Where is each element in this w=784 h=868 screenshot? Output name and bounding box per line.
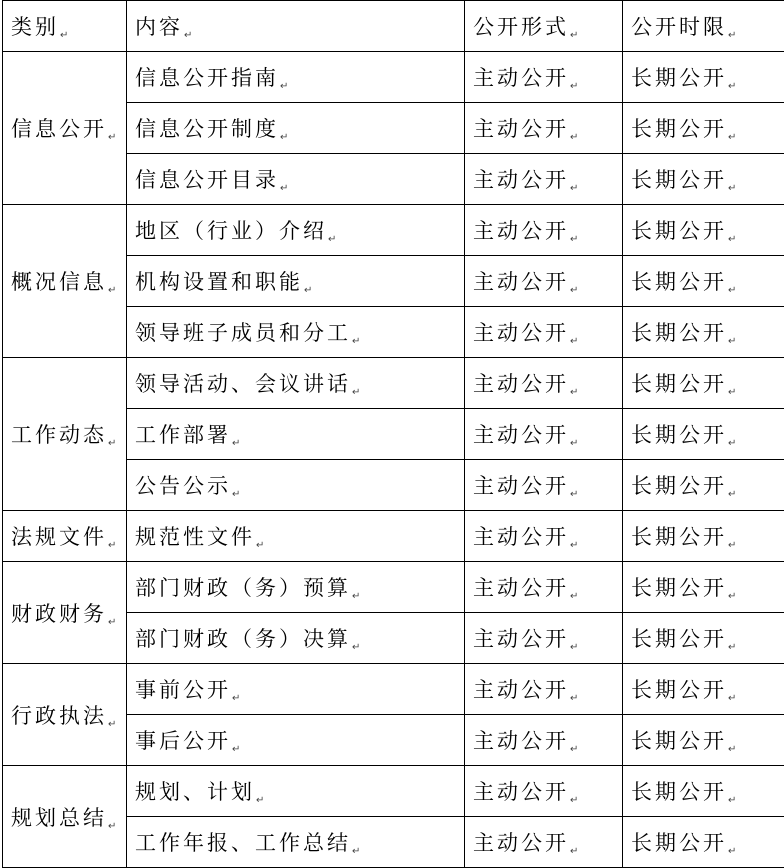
form-cell xyxy=(465,664,623,715)
paragraph-mark-icon: ↵ xyxy=(108,617,116,628)
paragraph-mark-icon: ↵ xyxy=(108,132,116,143)
paragraph-mark-icon: ↵ xyxy=(256,795,264,806)
paragraph-mark-icon: ↵ xyxy=(570,438,578,449)
paragraph-mark-icon: ↵ xyxy=(108,719,116,730)
paragraph-mark-icon: ↵ xyxy=(570,183,578,194)
form-cell xyxy=(465,613,623,664)
paragraph-mark-icon: ↵ xyxy=(108,821,116,832)
form-cell xyxy=(465,715,623,766)
period-cell-text: 长期公开 xyxy=(631,474,727,498)
paragraph-mark-icon: ↵ xyxy=(728,744,736,755)
form-cell-text: 主动公开 xyxy=(473,627,569,651)
content-cell-text: 机构设置和职能 xyxy=(135,270,303,294)
period-cell-text: 长期公开 xyxy=(631,423,727,447)
period-cell-text: 长期公开 xyxy=(631,117,727,141)
content-cell-text: 地区（行业）介绍 xyxy=(135,219,327,243)
category-cell xyxy=(3,358,127,511)
content-cell-text: 信息公开制度 xyxy=(135,117,279,141)
content-cell xyxy=(127,715,465,766)
category-cell xyxy=(3,766,127,868)
period-cell-text: 长期公开 xyxy=(631,831,727,855)
period-cell xyxy=(623,460,784,511)
header-content: 内容↵ xyxy=(127,1,465,52)
period-cell-text: 长期公开 xyxy=(631,729,727,753)
content-cell xyxy=(127,358,465,409)
period-cell xyxy=(623,256,784,307)
content-cell-text: 事后公开 xyxy=(135,729,231,753)
table-row xyxy=(3,664,784,715)
period-cell xyxy=(623,409,784,460)
form-cell-text: 主动公开 xyxy=(473,831,569,855)
paragraph-mark-icon: ↵ xyxy=(728,438,736,449)
form-cell-text: 主动公开 xyxy=(473,729,569,753)
paragraph-mark-icon: ↵ xyxy=(570,795,578,806)
paragraph-mark-icon: ↵ xyxy=(280,183,288,194)
period-cell-text: 长期公开 xyxy=(631,219,727,243)
paragraph-mark-icon: ↵ xyxy=(728,30,736,41)
period-cell xyxy=(623,664,784,715)
form-cell xyxy=(465,256,623,307)
paragraph-mark-icon: ↵ xyxy=(108,438,116,449)
paragraph-mark-icon: ↵ xyxy=(328,234,336,245)
paragraph-mark-icon: ↵ xyxy=(728,591,736,602)
content-cell-text: 信息公开指南 xyxy=(135,66,279,90)
content-cell-text: 工作年报、工作总结 xyxy=(135,831,351,855)
period-cell-text: 长期公开 xyxy=(631,678,727,702)
form-cell-text: 主动公开 xyxy=(473,66,569,90)
paragraph-mark-icon: ↵ xyxy=(570,387,578,398)
paragraph-mark-icon: ↵ xyxy=(232,489,240,500)
content-cell-text: 部门财政（务）决算 xyxy=(135,627,351,651)
content-cell-text: 部门财政（务）预算 xyxy=(135,576,351,600)
table-row xyxy=(3,52,784,103)
header-category: 类别↵ xyxy=(3,1,127,52)
content-cell-text: 公告公示 xyxy=(135,474,231,498)
table-header-row xyxy=(3,1,784,52)
category-cell xyxy=(3,52,127,205)
category-cell xyxy=(3,205,127,358)
category-cell-text: 信息公开 xyxy=(11,117,107,141)
form-cell xyxy=(465,307,623,358)
form-cell-text: 主动公开 xyxy=(473,474,569,498)
form-cell xyxy=(465,562,623,613)
paragraph-mark-icon: ↵ xyxy=(728,693,736,704)
header-period: 公开时限↵ xyxy=(623,1,784,52)
paragraph-mark-icon: ↵ xyxy=(570,744,578,755)
paragraph-mark-icon: ↵ xyxy=(728,336,736,347)
period-cell-text: 长期公开 xyxy=(631,627,727,651)
table-body xyxy=(3,1,784,868)
table-row xyxy=(3,358,784,409)
paragraph-mark-icon: ↵ xyxy=(570,846,578,857)
form-cell xyxy=(465,409,623,460)
period-cell-text: 长期公开 xyxy=(631,168,727,192)
period-cell xyxy=(623,562,784,613)
paragraph-mark-icon: ↵ xyxy=(570,591,578,602)
form-cell xyxy=(465,52,623,103)
content-cell xyxy=(127,307,465,358)
form-cell xyxy=(465,511,623,562)
paragraph-mark-icon: ↵ xyxy=(184,30,192,41)
paragraph-mark-icon: ↵ xyxy=(570,540,578,551)
form-cell-text: 主动公开 xyxy=(473,372,569,396)
paragraph-mark-icon: ↵ xyxy=(570,81,578,92)
paragraph-mark-icon: ↵ xyxy=(728,81,736,92)
paragraph-mark-icon: ↵ xyxy=(352,846,360,857)
table-row xyxy=(3,562,784,613)
paragraph-mark-icon: ↵ xyxy=(108,540,116,551)
paragraph-mark-icon: ↵ xyxy=(728,540,736,551)
paragraph-mark-icon: ↵ xyxy=(280,81,288,92)
form-cell xyxy=(465,460,623,511)
form-cell xyxy=(465,205,623,256)
table-row xyxy=(3,511,784,562)
form-cell-text: 主动公开 xyxy=(473,168,569,192)
period-cell xyxy=(623,766,784,817)
disclosure-table xyxy=(2,0,784,868)
category-cell xyxy=(3,562,127,664)
paragraph-mark-icon: ↵ xyxy=(728,795,736,806)
paragraph-mark-icon: ↵ xyxy=(570,693,578,704)
form-cell-text: 主动公开 xyxy=(473,576,569,600)
paragraph-mark-icon: ↵ xyxy=(728,846,736,857)
category-cell-text: 规划总结 xyxy=(11,806,107,830)
paragraph-mark-icon: ↵ xyxy=(352,336,360,347)
content-cell xyxy=(127,103,465,154)
content-cell xyxy=(127,460,465,511)
category-cell-text: 概况信息 xyxy=(11,270,107,294)
period-cell-text: 长期公开 xyxy=(631,576,727,600)
period-cell xyxy=(623,358,784,409)
content-cell xyxy=(127,256,465,307)
period-cell xyxy=(623,52,784,103)
content-cell xyxy=(127,562,465,613)
period-cell xyxy=(623,307,784,358)
form-cell xyxy=(465,103,623,154)
content-cell-text: 信息公开目录 xyxy=(135,168,279,192)
paragraph-mark-icon: ↵ xyxy=(256,540,264,551)
paragraph-mark-icon: ↵ xyxy=(570,30,578,41)
category-cell xyxy=(3,664,127,766)
form-cell-text: 主动公开 xyxy=(473,423,569,447)
period-cell-text: 长期公开 xyxy=(631,525,727,549)
paragraph-mark-icon: ↵ xyxy=(304,285,312,296)
content-cell xyxy=(127,511,465,562)
form-cell-text: 主动公开 xyxy=(473,219,569,243)
category-cell-text: 财政财务 xyxy=(11,602,107,626)
period-cell xyxy=(623,511,784,562)
form-cell xyxy=(465,358,623,409)
category-cell-text: 法规文件 xyxy=(11,525,107,549)
period-cell-text: 长期公开 xyxy=(631,321,727,345)
form-cell-text: 主动公开 xyxy=(473,321,569,345)
form-cell-text: 主动公开 xyxy=(473,525,569,549)
period-cell xyxy=(623,103,784,154)
paragraph-mark-icon: ↵ xyxy=(352,591,360,602)
content-cell xyxy=(127,154,465,205)
period-cell-text: 长期公开 xyxy=(631,780,727,804)
paragraph-mark-icon: ↵ xyxy=(728,183,736,194)
form-cell xyxy=(465,766,623,817)
content-cell-text: 规范性文件 xyxy=(135,525,255,549)
category-cell-text: 行政执法 xyxy=(11,704,107,728)
paragraph-mark-icon: ↵ xyxy=(108,285,116,296)
paragraph-mark-icon: ↵ xyxy=(570,285,578,296)
content-cell-text: 工作部署 xyxy=(135,423,231,447)
content-cell xyxy=(127,205,465,256)
paragraph-mark-icon: ↵ xyxy=(60,30,68,41)
content-cell-text: 领导活动、会议讲话 xyxy=(135,372,351,396)
paragraph-mark-icon: ↵ xyxy=(570,234,578,245)
paragraph-mark-icon: ↵ xyxy=(280,132,288,143)
paragraph-mark-icon: ↵ xyxy=(352,387,360,398)
paragraph-mark-icon: ↵ xyxy=(728,642,736,653)
form-cell-text: 主动公开 xyxy=(473,780,569,804)
paragraph-mark-icon: ↵ xyxy=(728,285,736,296)
paragraph-mark-icon: ↵ xyxy=(728,234,736,245)
period-cell-text: 长期公开 xyxy=(631,372,727,396)
period-cell-text: 长期公开 xyxy=(631,270,727,294)
paragraph-mark-icon: ↵ xyxy=(232,693,240,704)
form-cell-text: 主动公开 xyxy=(473,270,569,294)
content-cell xyxy=(127,664,465,715)
paragraph-mark-icon: ↵ xyxy=(728,132,736,143)
period-cell xyxy=(623,154,784,205)
content-cell xyxy=(127,52,465,103)
period-cell xyxy=(623,613,784,664)
paragraph-mark-icon: ↵ xyxy=(728,387,736,398)
paragraph-mark-icon: ↵ xyxy=(570,132,578,143)
period-cell-text: 长期公开 xyxy=(631,66,727,90)
paragraph-mark-icon: ↵ xyxy=(570,642,578,653)
content-cell xyxy=(127,613,465,664)
form-cell xyxy=(465,154,623,205)
content-cell-text: 事前公开 xyxy=(135,678,231,702)
content-cell-text: 领导班子成员和分工 xyxy=(135,321,351,345)
content-cell xyxy=(127,409,465,460)
content-cell-text: 规划、计划 xyxy=(135,780,255,804)
form-cell-text: 主动公开 xyxy=(473,678,569,702)
period-cell xyxy=(623,715,784,766)
content-cell xyxy=(127,766,465,817)
period-cell xyxy=(623,205,784,256)
paragraph-mark-icon: ↵ xyxy=(728,489,736,500)
header-form: 公开形式↵ xyxy=(465,1,623,52)
category-cell xyxy=(3,511,127,562)
paragraph-mark-icon: ↵ xyxy=(570,336,578,347)
paragraph-mark-icon: ↵ xyxy=(232,438,240,449)
table-row xyxy=(3,766,784,817)
form-cell-text: 主动公开 xyxy=(473,117,569,141)
category-cell-text: 工作动态 xyxy=(11,423,107,447)
paragraph-mark-icon: ↵ xyxy=(352,642,360,653)
table-row xyxy=(3,205,784,256)
paragraph-mark-icon: ↵ xyxy=(570,489,578,500)
paragraph-mark-icon: ↵ xyxy=(232,744,240,755)
